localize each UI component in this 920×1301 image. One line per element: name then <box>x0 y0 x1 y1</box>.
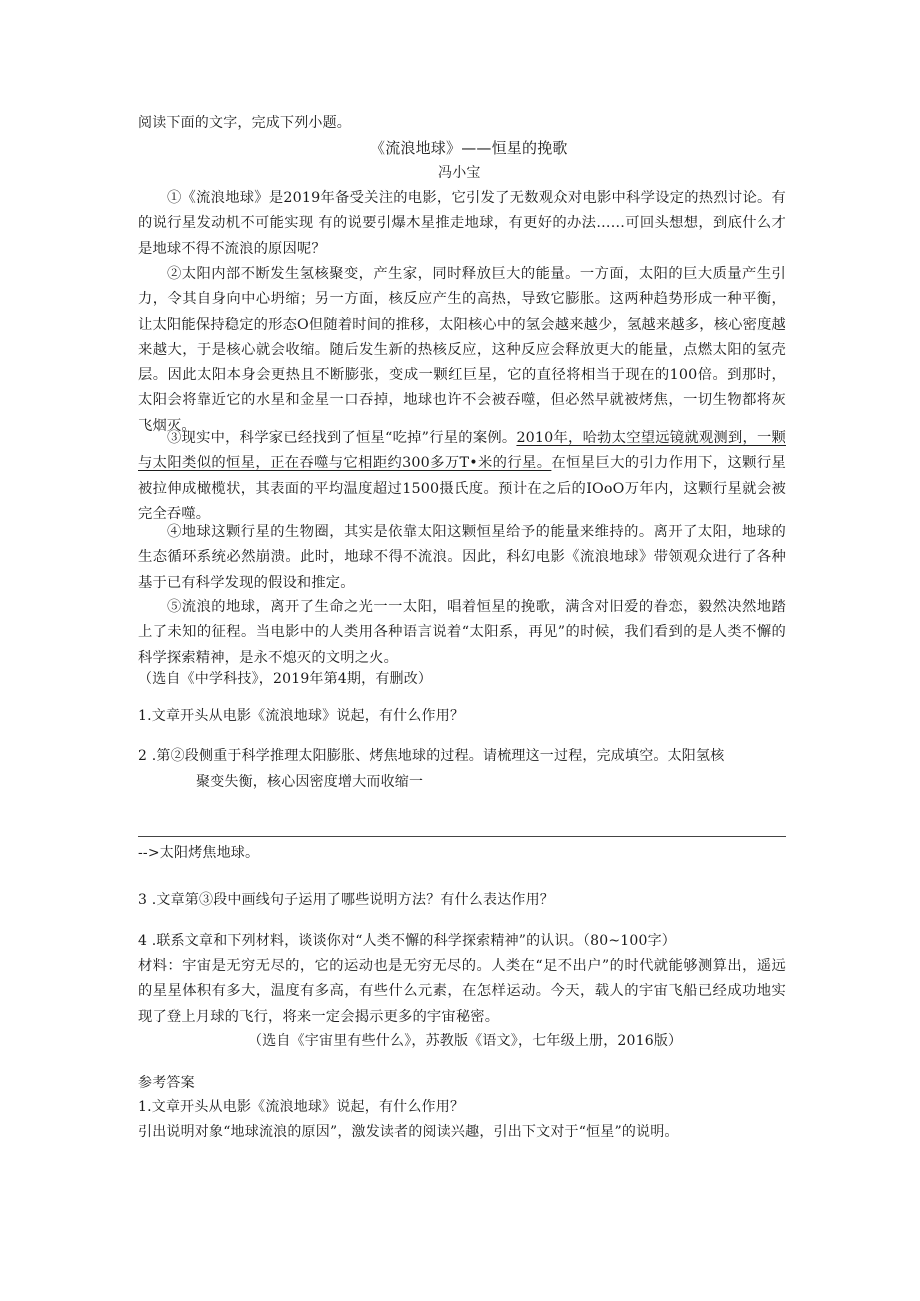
answers-heading: 参考答案 <box>138 1075 195 1091</box>
paragraph-5: ⑤流浪的地球，离开了生命之光一一太阳，唱着恒星的挽歌，满含对旧爱的眷恋，毅然决然地踏上了未知的征程。当电影中的人类用各种语言说着“太阳系，再见”的时候，我们看到的是人类不懈的科学探索精神，是永不熄灭的文明之火。 <box>138 599 786 666</box>
paragraph-2: ②太阳内部不断发生氢核聚变，产生家，同时释放巨大的能量。一方面，太阳的巨大质量产生引力，令其自身向中心坍缩；另一方面，核反应产生的高热，导致它膨胀。这两种趋势形成一种平衡，让太阳能保持稳定的形态O但随着时间的推移，太阳核心中的氢会越来越少，氢越来越多，核心密度越来越大，于是核心就会收缩。随后发生新的热核反应，这种反应会释放更大的能量，点燃太阳的氢壳层。因此太阳本身会更热且不断膨张，变成一颗红巨星，它的直径将相当于现在的100倍。到那时，太阳会将靠近它的水星和金星一口吞掉，地球也许不会被吞噬，但必然早就被烤焦，一切生物都将灰飞烟灭。 <box>138 266 786 434</box>
question-4: 4 .联系文章和下列材料，谈谈你对“人类不懈的科学探索精神”的认识。（80~100字） <box>138 933 676 949</box>
article-title: 《流浪地球》——恒星的挽歌 <box>370 139 568 157</box>
paragraph-3 <box>138 426 786 527</box>
paragraph-4: ④地球这颗行星的生物圈，其实是依靠太阳这颗恒星给予的能量来维持的。离开了太阳，地球的生态循环系统必然崩溃。此时，地球不得不流浪。因此，科幻电影《流浪地球》带领观众进行了各种基于已有科学发现的假设和推定。 <box>138 524 786 591</box>
paragraph-3-tail: 在恒星巨大的引力作用下，这颗行星被拉伸成橄榄状，其表面的平均温度超过1500摄氏度。预计在之后的IOoO万年内，这颗行星就会被完全吞噬。 <box>138 455 786 522</box>
question-2: 2 .第②段侧重于科学推理太阳膨胀、烤焦地球的过程。请梳理这一过程，完成填空。太阳氢核 <box>138 748 725 764</box>
question-2-ending: -->太阳烤焦地球。 <box>138 845 260 861</box>
question-3: 3 .文章第③段中画线句子运用了哪些说明方法？有什么表达作用？ <box>138 892 555 908</box>
underlined-sentence: 2010年，哈勃太空望远镜就观测到，一颗与太阳类似的恒星，正在吞噬与它相距约300多万T•米的行星。 <box>138 430 786 472</box>
article-author: 冯小宝 <box>438 165 481 181</box>
article-source: （选自《中学科技》，2019年第4期，有删改） <box>138 671 433 687</box>
question-2-continued: 聚变失衡，核心因密度增大而收缩一 <box>196 774 424 790</box>
answer-blank-line[interactable] <box>138 836 786 837</box>
answer-1-text: 引出说明对象“地球流浪的原因”，激发读者的阅读兴趣，引出下文对于“恒星”的说明。 <box>138 1124 679 1140</box>
intro-instruction: 阅读下面的文字，完成下列小题。 <box>138 115 351 131</box>
answer-1-question: 1.文章开头从电影《流浪地球》说起，有什么作用？ <box>138 1099 465 1115</box>
question-1: 1.文章开头从电影《流浪地球》说起，有什么作用？ <box>138 708 465 724</box>
material-passage: 材料：宇宙是无穷无尽的，它的运动也是无穷无尽的。人类在“足不出户”的时代就能够测算出，遥远的星星体积有多大，温度有多高，有些什么元素，在怎样运动。今天，载人的宇宙飞船已经成功地实现了登上月球的飞行，将来一定会揭示更多的宇宙秘密。 <box>138 958 786 1025</box>
paragraph-1: ①《流浪地球》是2019年备受关注的电影，它引发了无数观众对电影中科学设定的热烈讨论。有的说行星发动机不可能实现 有的说要引爆木星推走地球，有更好的办法……可回头想想，到底什么才是地球不得不流浪的原因呢？ <box>138 190 786 257</box>
paragraph-3-lead: ③现实中，科学家已经找到了恒星“吃掉”行星的案例。 <box>167 430 517 446</box>
material-source: （选自《宇宙里有些什么》，苏教版《语文》，七年级上册，2016版） <box>248 1033 683 1049</box>
